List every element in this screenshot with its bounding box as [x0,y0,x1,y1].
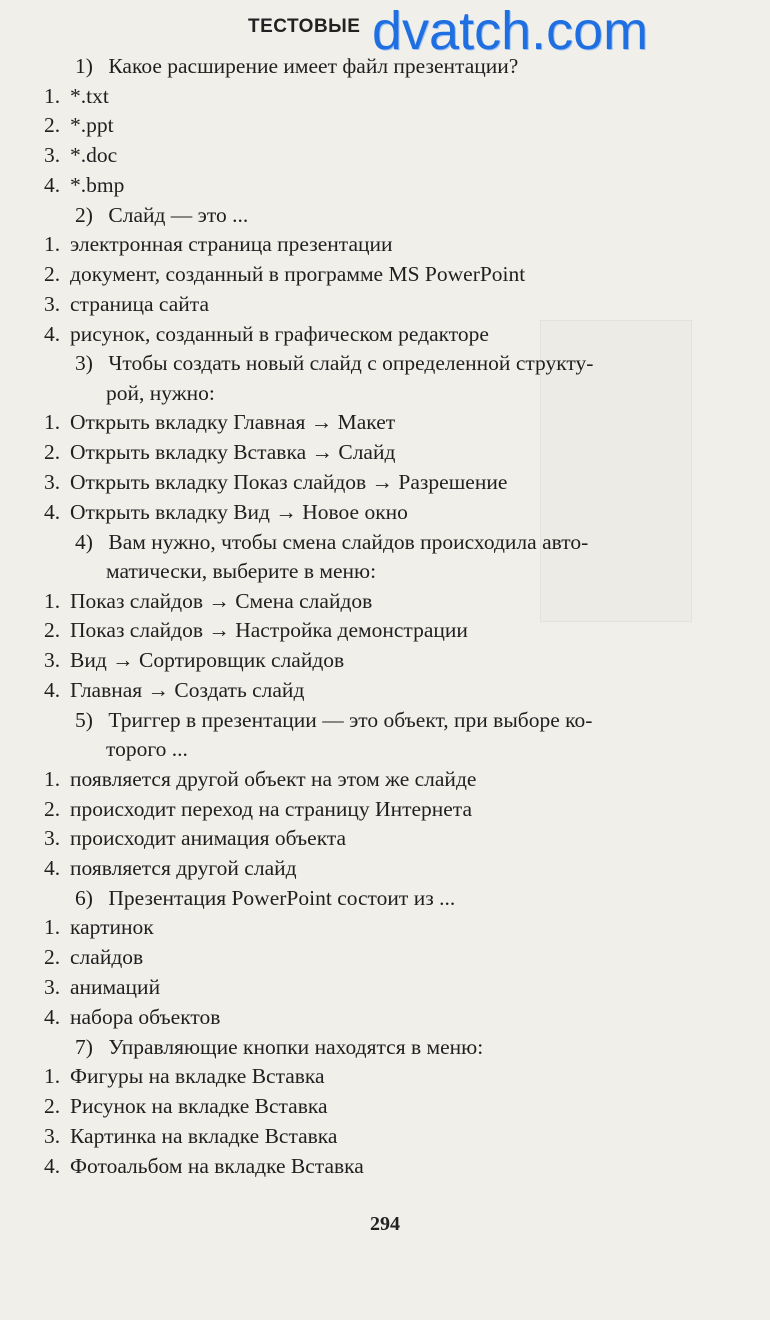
question-number: 6) [75,885,93,910]
answer-option: 3. происходит анимация объекта [44,826,347,851]
question-number: 3) [75,351,93,376]
answer-text: *.doc [70,143,118,168]
answer-option: 1. Открыть вкладку Главная → Макет [44,410,396,435]
question-text [44,884,744,914]
section-heading: ТЕСТОВЫЕ [248,16,361,37]
answer-option: 1. *.txt [44,83,109,108]
answer-option: 2. Открыть вкладку Вставка → Слайд [44,440,396,465]
answer-option: 2. слайдов [44,945,144,970]
answer-text: Открыть вкладку Показ слайдов → Разрешение [70,469,508,494]
answer-option: 2. документ, созданный в программе MS PowerPoint [44,261,526,286]
questions-list [44,52,744,1181]
question-block [44,528,744,706]
question-stem: Триггер в презентации — это объект, при выборе ко- [108,707,593,732]
question-number: 1) [75,54,93,78]
answer-option: 2. *.ppt [44,113,114,138]
question-stem: Какое расширение имеет файл презентации? [108,54,519,78]
answer-option: 4. появляется другой слайд [44,856,297,881]
question-text [44,201,744,231]
answer-option: 1. Показ слайдов → Смена слайдов [44,588,373,613]
question-stem: Презентация PowerPoint состоит из ... [108,885,456,910]
question-number: 4) [75,529,93,554]
question-stem-continuation: торого ... [106,737,188,762]
answer-text: анимаций [70,975,161,1000]
question-block [44,706,744,884]
answer-text: рисунок, созданный в графическом редакторе [70,321,489,346]
watermark-logo: dvatch.com [372,1,649,61]
question-stem: Чтобы создать новый слайд с определенной структу- [108,351,594,376]
question-block [44,52,744,201]
answer-text: Картинка на вкладке Вставка [70,1123,338,1148]
answer-text: Открыть вкладку Главная → Макет [70,410,396,435]
answer-text: *.ppt [70,113,114,138]
answer-text: Открыть вкладку Вставка → Слайд [70,440,396,465]
answer-text: картинок [70,915,154,940]
answer-text: Показ слайдов → Настройка демонстрации [70,618,468,643]
answer-option: 4. Фотоальбом на вкладке Вставка [44,1153,364,1178]
answer-option: 1. электронная страница презентации [44,232,393,257]
answer-option: 2. Рисунок на вкладке Вставка [44,1093,328,1118]
answer-option: 1. картинок [44,915,154,940]
question-stem: Вам нужно, чтобы смена слайдов происходила авто- [108,529,589,554]
question-text [44,528,744,587]
question-text [44,349,744,408]
answer-option: 4. набора объектов [44,1004,221,1029]
answer-text: появляется другой слайд [70,856,297,881]
answer-text: Фигуры на вкладке Вставка [70,1064,325,1089]
answer-option: 4. Открыть вкладку Вид → Новое окно [44,499,408,524]
answer-option: 3. анимаций [44,975,161,1000]
answer-text: Вид → Сортировщик слайдов [70,648,345,673]
question-stem-continuation: рой, нужно: [106,380,215,405]
answer-text: набора объектов [70,1004,221,1029]
answer-option: 4. рисунок, созданный в графическом редакторе [44,321,489,346]
answer-text: Открыть вкладку Вид → Новое окно [70,499,408,524]
answer-option: 3. страница сайта [44,291,209,316]
answer-text: появляется другой объект на этом же слайде [70,766,477,791]
question-block [44,884,744,1033]
answer-text: происходит анимация объекта [70,826,347,851]
answer-option: 1. появляется другой объект на этом же слайде [44,766,477,791]
question-text [44,1033,744,1063]
question-stem-continuation: матически, выберите в меню: [106,559,377,584]
answer-text: слайдов [70,945,144,970]
answer-option: 2. Показ слайдов → Настройка демонстрации [44,618,468,643]
question-block [44,1033,744,1182]
question-block [44,349,744,527]
answer-option: 1. Фигуры на вкладке Вставка [44,1064,325,1089]
answer-text: документ, созданный в программе MS PowerPoint [70,261,526,286]
answer-text: электронная страница презентации [70,232,393,257]
question-number: 7) [75,1034,93,1059]
answer-text: *.txt [70,83,109,108]
page-number: 294 [370,1213,400,1235]
question-stem: Управляющие кнопки находятся в меню: [108,1034,484,1059]
question-stem: Слайд — это ... [108,202,249,227]
answer-option: 3. Вид → Сортировщик слайдов [44,648,345,673]
answer-text: происходит переход на страницу Интернета [70,796,473,821]
answer-option: 2. происходит переход на страницу Интернета [44,796,473,821]
question-text [44,706,744,765]
answer-text: страница сайта [70,291,209,316]
answer-option: 3. Открыть вкладку Показ слайдов → Разрешение [44,469,508,494]
question-number: 5) [75,707,93,732]
answer-option: 4. *.bmp [44,172,125,197]
answer-option: 3. *.doc [44,143,118,168]
question-text [44,52,744,82]
answer-text: Фотоальбом на вкладке Вставка [70,1153,364,1178]
question-block [44,201,744,350]
answer-text: Главная → Создать слайд [70,677,305,702]
answer-option: 3. Картинка на вкладке Вставка [44,1123,338,1148]
answer-text: Рисунок на вкладке Вставка [70,1093,328,1118]
answer-option: 4. Главная → Создать слайд [44,677,305,702]
answer-text: *.bmp [70,172,125,197]
question-number: 2) [75,202,93,227]
answer-text: Показ слайдов → Смена слайдов [70,588,373,613]
